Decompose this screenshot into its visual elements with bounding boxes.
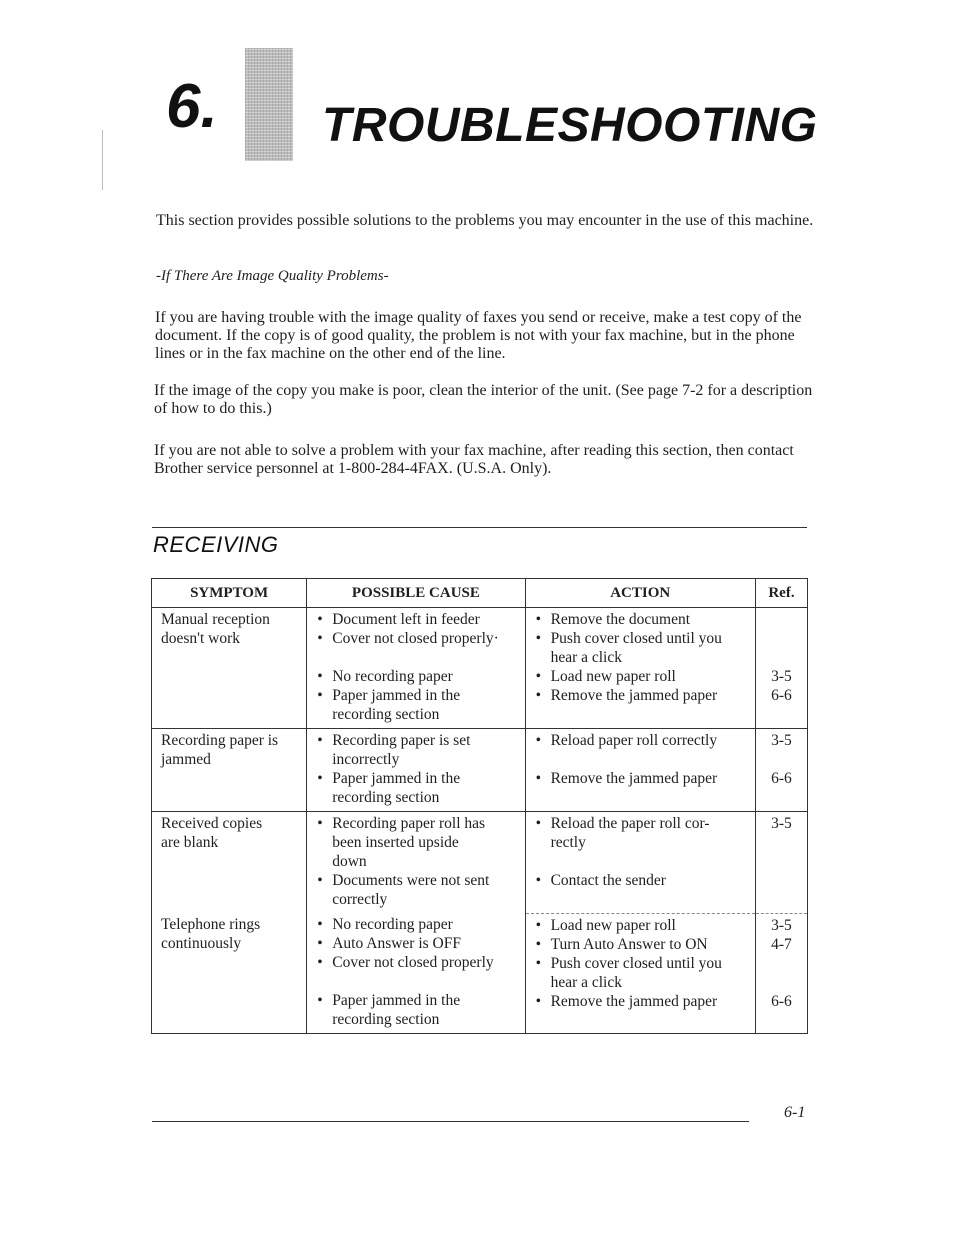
cause-item: • Paper jammed in the recording section <box>315 769 520 807</box>
ref-cell <box>756 608 807 709</box>
header-cause: POSSIBLE CAUSE <box>307 579 525 608</box>
action-item: • Push cover closed until you hear a click <box>534 629 751 667</box>
symptom-cell: Received copies are blank <box>161 815 263 851</box>
chapter-number: 6. <box>166 72 218 141</box>
ref-value <box>756 750 807 769</box>
ref-value <box>756 954 807 973</box>
cause-list <box>307 812 524 913</box>
ref-value: 3-5 <box>771 916 792 934</box>
cause-item: • Cover not closed properly <box>315 953 520 972</box>
chapter-shaded-block <box>245 48 293 161</box>
cause-list <box>307 913 524 1033</box>
cause-item: • Auto Answer is OFF <box>315 934 520 953</box>
ref-value: 6-6 <box>771 770 792 787</box>
symptom-cell: Manual reception doesn't work <box>161 611 270 647</box>
action-list <box>526 914 755 1015</box>
cause-item: • Documents were not sent correctly <box>315 871 520 909</box>
table-row <box>152 729 808 812</box>
ref-value: 3-5 <box>771 815 792 832</box>
ref-cell <box>756 812 807 837</box>
action-list <box>526 729 755 792</box>
cause-item: • Recording paper roll has been inserted upside down <box>315 814 520 871</box>
action-item: • Remove the jammed paper <box>534 769 751 788</box>
action-item: • Load new paper roll <box>534 916 751 935</box>
section-title: RECEIVING <box>153 532 279 557</box>
ref-value: 3-5 <box>771 732 792 749</box>
table-row <box>152 913 808 1034</box>
intro-paragraph-2: If you are having trouble with the image quality of faxes you send or receive, make a test copy of the document. If the copy is of good quality, the problem is not with your fax machine, but in the phone lines or in the fax machine on the other end of the line. <box>155 309 802 362</box>
action-item: • Reload the paper roll cor- rectly <box>534 814 751 852</box>
table-row <box>152 608 808 729</box>
action-item: • Push cover closed until you hear a click <box>534 954 751 992</box>
action-item: • Contact the sender <box>534 871 751 890</box>
action-item: • Remove the jammed paper <box>534 686 751 705</box>
ref-value: 4-7 <box>771 935 792 953</box>
action-item: • Load new paper roll <box>534 667 751 686</box>
image-quality-subheading: -If There Are Image Quality Problems- <box>156 268 389 284</box>
action-item: • Remove the jammed paper <box>534 992 751 1011</box>
ref-value <box>756 629 807 648</box>
ref-value: 6-6 <box>771 992 792 1010</box>
troubleshooting-table-container <box>151 578 808 1028</box>
cause-item: • Cover not closed properly· <box>315 629 520 648</box>
chapter-title: TROUBLESHOOTING <box>322 99 818 152</box>
section-divider <box>152 527 807 528</box>
action-list <box>526 608 755 709</box>
action-item: • Remove the document <box>534 610 751 629</box>
cause-item: • Recording paper is set incorrectly <box>315 731 520 769</box>
ref-value: 6-6 <box>771 687 792 704</box>
cause-item: • Paper jammed in the recording section <box>315 686 520 724</box>
cause-list <box>307 729 524 811</box>
cause-item: • Paper jammed in the recording section <box>315 991 520 1029</box>
action-list <box>526 812 755 894</box>
cause-item: • Document left in feeder <box>315 610 520 629</box>
ref-value <box>756 973 807 992</box>
header-symptom: SYMPTOM <box>152 579 307 608</box>
table-header-row <box>152 579 808 608</box>
troubleshooting-table <box>151 578 808 1034</box>
intro-paragraph-1: This section provides possible solutions to the problems you may encounter in the use of this machine. <box>156 212 814 229</box>
ref-value <box>756 648 807 667</box>
cause-item: • No recording paper <box>315 667 520 686</box>
intro-paragraph-4: If you are not able to solve a problem with your fax machine, after reading this section, then contact Brother service personnel at 1-800-284-4FAX. (U.S.A. Only). <box>154 442 794 477</box>
symptom-cell: Recording paper is jammed <box>161 732 279 768</box>
ref-cell <box>756 729 807 792</box>
margin-mark <box>102 130 103 190</box>
ref-value <box>756 610 807 629</box>
footer-divider <box>152 1121 749 1122</box>
action-item: • Reload paper roll correctly <box>534 731 751 750</box>
table-row <box>152 812 808 914</box>
intro-paragraph-3: If the image of the copy you make is poor, clean the interior of the unit. (See page 7-2 for a description of how to do this.) <box>154 382 813 417</box>
page-number: 6-1 <box>784 1104 806 1121</box>
cause-item: • No recording paper <box>315 915 520 934</box>
ref-cell <box>756 914 807 1015</box>
symptom-cell: Telephone rings continuously <box>161 916 261 952</box>
header-ref: Ref. <box>755 579 807 608</box>
cause-list <box>307 608 524 728</box>
header-action: ACTION <box>525 579 755 608</box>
action-item: • Turn Auto Answer to ON <box>534 935 751 954</box>
ref-value: 3-5 <box>771 668 792 685</box>
